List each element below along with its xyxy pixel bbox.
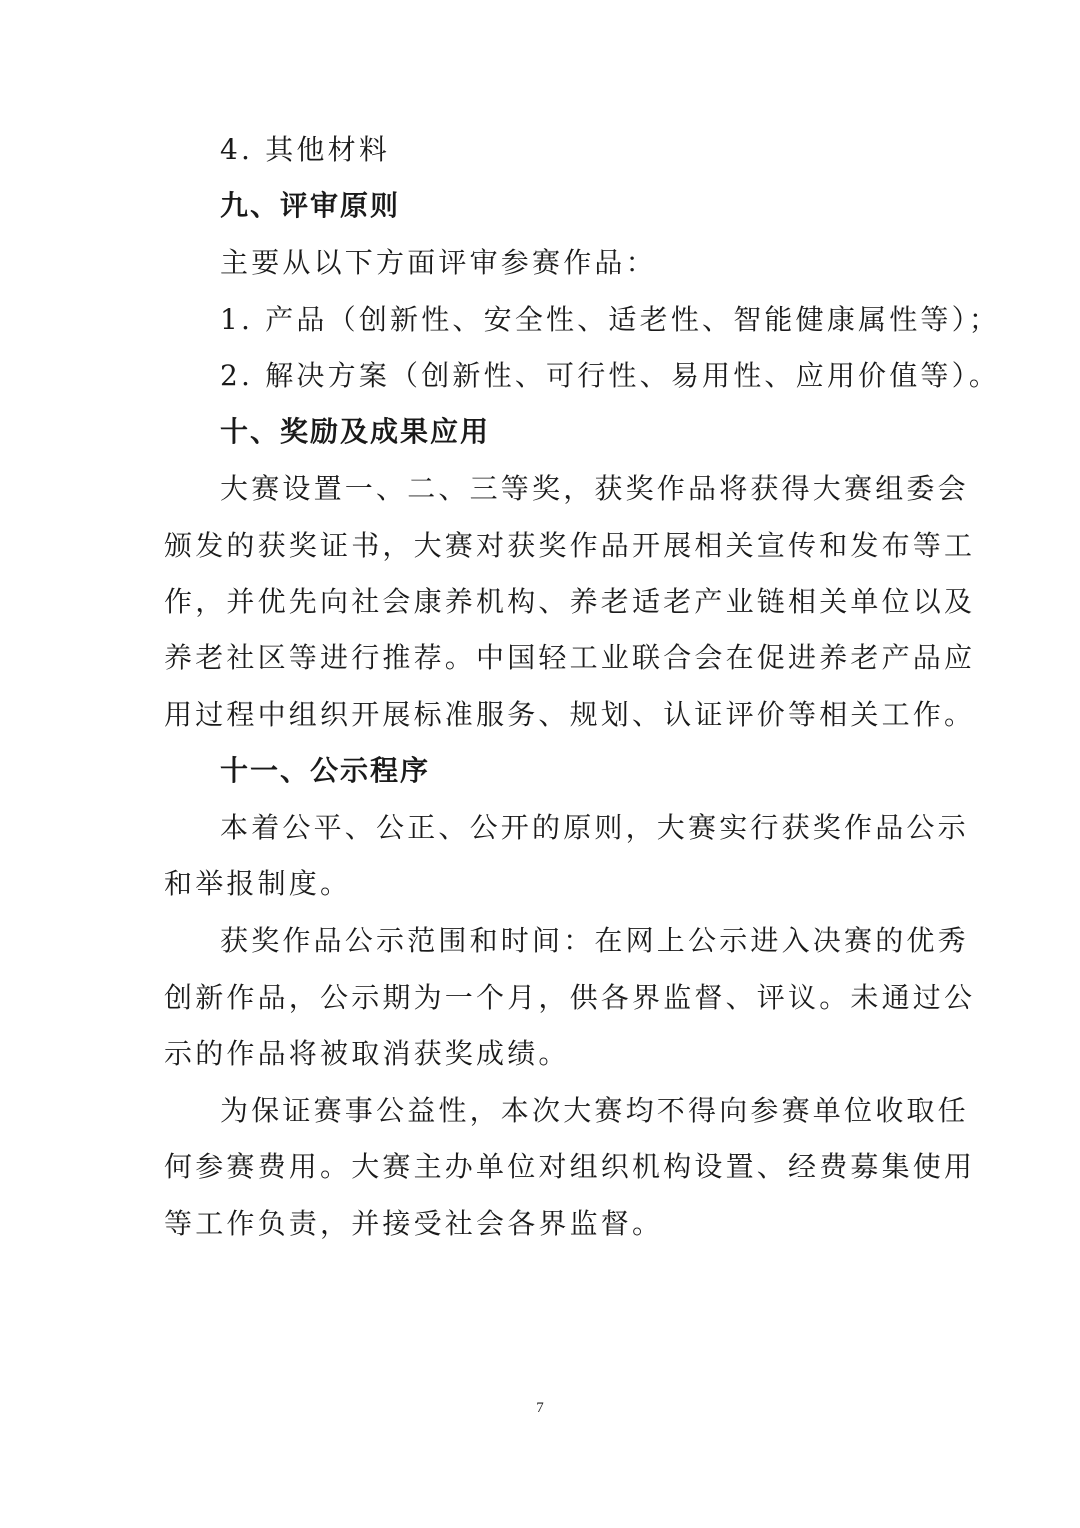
section-heading-public-notice: 十一、公示程序 <box>220 754 431 787</box>
paragraph-line: 颁发的获奖证书，大赛对获奖作品开展相关宣传和发布等工 <box>164 529 976 562</box>
paragraph-line: 和举报制度。 <box>164 867 352 900</box>
list-item-product: 1. 产品（创新性、安全性、适老性、智能健康属性等）； <box>220 303 1001 336</box>
paragraph-line: 主要从以下方面评审参赛作品： <box>220 246 657 279</box>
paragraph-line: 为保证赛事公益性，本次大赛均不得向参赛单位收取任 <box>220 1094 969 1127</box>
section-heading-review-principles: 九、评审原则 <box>220 189 401 222</box>
paragraph-line: 作，并优先向社会康养机构、养老适老产业链相关单位以及 <box>164 585 976 618</box>
paragraph-line: 创新作品，公示期为一个月，供各界监督、评议。未通过公 <box>164 981 976 1014</box>
list-item-other-materials: 4. 其他材料 <box>220 133 391 166</box>
paragraph-line: 等工作负责，并接受社会各界监督。 <box>164 1207 664 1240</box>
paragraph-line: 示的作品将被取消获奖成绩。 <box>164 1037 570 1070</box>
paragraph-line: 获奖作品公示范围和时间：在网上公示进入决赛的优秀 <box>220 924 969 957</box>
paragraph-line: 本着公平、公正、公开的原则，大赛实行获奖作品公示 <box>220 811 969 844</box>
list-item-solution: 2. 解决方案（创新性、可行性、易用性、应用价值等）。 <box>220 359 1001 392</box>
paragraph-line: 何参赛费用。大赛主办单位对组织机构设置、经费募集使用 <box>164 1150 976 1183</box>
paragraph-line: 大赛设置一、二、三等奖，获奖作品将获得大赛组委会 <box>220 472 969 505</box>
section-heading-awards: 十、奖励及成果应用 <box>220 415 491 448</box>
page-number: 7 <box>536 1400 544 1416</box>
paragraph-line: 用过程中组织开展标准服务、规划、认证评价等相关工作。 <box>164 698 976 731</box>
paragraph-line: 养老社区等进行推荐。中国轻工业联合会在促进养老产品应 <box>164 641 976 674</box>
